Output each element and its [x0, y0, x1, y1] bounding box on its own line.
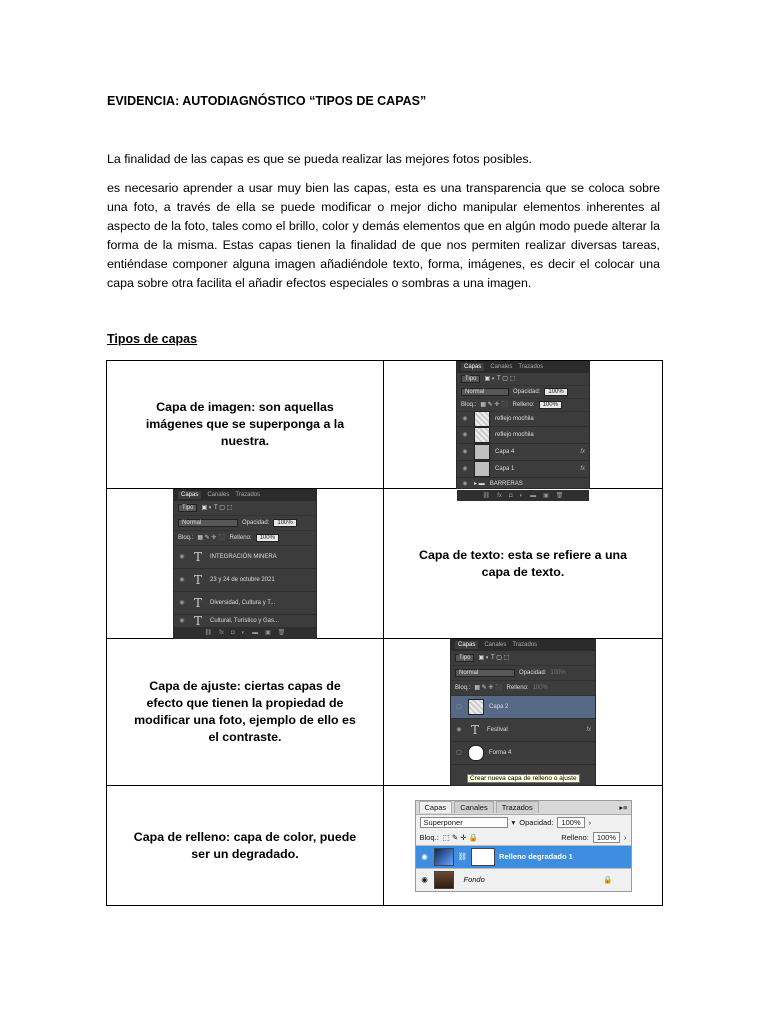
eye-icon[interactable]: ◉ [421, 875, 428, 884]
document-title: EVIDENCIA: AUTODIAGNÓSTICO “TIPOS DE CAPAS” [107, 94, 427, 108]
filter-row [174, 501, 316, 516]
layer-name: Capa 4 [495, 448, 515, 455]
tab-canales[interactable]: Canales [484, 642, 507, 648]
layer-name: Festival [487, 726, 508, 733]
layer-name: reflejo mochila [495, 431, 534, 438]
opacity-field[interactable]: 100% [557, 817, 584, 828]
text-layer-icon: T [470, 722, 479, 737]
adjustment-icon[interactable]: ◐ [519, 492, 524, 499]
adjustment-icon[interactable]: ◐ [241, 629, 246, 636]
row-description: Capa de imagen: son aquellas imágenes que se superponga a la nuestra. [107, 361, 384, 489]
opacity-label: Opacidad: [519, 817, 554, 827]
fill-field[interactable]: 100% [593, 832, 620, 843]
fill-label: Relleno: [229, 534, 252, 541]
filter-row [457, 373, 589, 386]
intro-paragraph: La finalidad de las capas es que se pueda realizar las mejores fotos posibles. [107, 152, 532, 166]
panel-tabs [174, 490, 316, 501]
row-description: Capa de texto: esta se refiere a una capa de texto. [384, 489, 663, 639]
layer-thumbnail [474, 444, 490, 460]
tab-canales[interactable]: Canales [490, 364, 513, 370]
table-row [107, 786, 663, 906]
eye-icon[interactable]: ◉ [462, 432, 468, 438]
trash-icon[interactable]: 🗑 [277, 630, 286, 636]
layer-thumbnail [474, 411, 490, 427]
lock-icons[interactable]: ▦ ✎ ✛ ⬛ [474, 685, 503, 691]
lock-icon: 🔒 [603, 875, 613, 884]
screenshot-cell [384, 639, 663, 786]
eye-icon[interactable]: ▢ [456, 750, 462, 756]
opacity-field[interactable]: 100% [550, 669, 566, 676]
eye-icon[interactable]: ◉ [179, 554, 185, 560]
tab-canales[interactable]: Canales [207, 492, 230, 498]
chevron-down-icon[interactable]: ▾ [511, 817, 516, 827]
tab-capas[interactable]: Capas [461, 363, 484, 371]
panel-tabs [457, 362, 589, 373]
kind-filter[interactable]: Tipo [178, 504, 197, 512]
folder-icon[interactable]: ▬ [530, 492, 537, 499]
layer-name: Cultural, Turístico y Gas... [210, 617, 280, 624]
lock-icons[interactable]: ▦ ✎ ✛ ⬛ [480, 402, 509, 408]
eye-icon[interactable]: ◉ [462, 466, 468, 472]
layer-name: BARRERAS [489, 480, 523, 487]
blend-row [174, 516, 316, 531]
text-layer-icon: T [193, 595, 202, 610]
eye-icon[interactable]: ◉ [179, 577, 185, 583]
panel-tabs [416, 801, 631, 815]
layer-item[interactable] [457, 461, 589, 478]
layers-panel-image [457, 362, 589, 499]
new-layer-icon[interactable]: ▣ [543, 493, 549, 499]
layer-name: Forma 4 [489, 749, 512, 756]
row-description: Capa de relleno: capa de color, puede ser un degradado. [107, 786, 384, 906]
tab-capas[interactable]: Capas [455, 641, 478, 649]
lock-label: Bloq.: [178, 534, 194, 541]
tab-trazados[interactable]: Trazados [512, 642, 538, 648]
layer-item[interactable] [451, 742, 595, 765]
fill-label: Relleno: [561, 832, 589, 842]
layer-item[interactable] [174, 546, 316, 569]
filter-icons: ▣ ◐ T ▢ ⬚ [201, 505, 233, 511]
layer-name: Capa 1 [495, 465, 515, 472]
tab-capas[interactable]: Capas [419, 801, 453, 813]
blend-row [457, 386, 589, 399]
layer-item[interactable] [451, 719, 595, 742]
lock-label: Bloq.: [419, 832, 439, 842]
fx-button-icon[interactable]: fx [497, 492, 502, 499]
link-icon[interactable]: ⛓ [482, 493, 491, 499]
folder-icon[interactable]: ▬ [252, 629, 259, 636]
lock-row [174, 531, 316, 546]
image-thumbnail [434, 871, 454, 889]
link-icon[interactable]: ⛓ [204, 630, 213, 636]
mask-thumbnail [471, 848, 495, 866]
eye-icon[interactable]: ◉ [462, 481, 468, 487]
fx-button-icon[interactable]: fx [219, 629, 224, 636]
eye-icon[interactable]: ◉ [421, 852, 428, 861]
fill-field[interactable]: 100% [539, 401, 562, 409]
fill-label: Relleno: [506, 684, 529, 691]
layer-thumbnail [474, 427, 490, 443]
trash-icon[interactable]: 🗑 [555, 493, 564, 499]
text-layer-icon: T [193, 572, 202, 587]
screenshot-cell [107, 489, 384, 639]
panel-menu-icon[interactable]: ▸≡ [619, 802, 628, 812]
layer-name: Fondo [463, 875, 485, 884]
layer-item[interactable] [174, 592, 316, 615]
kind-filter[interactable]: Tipo [455, 654, 474, 662]
layer-name: Relleno degradado 1 [499, 852, 573, 861]
mask-icon[interactable]: ◘ [508, 492, 513, 499]
blend-mode-select[interactable]: Normal [461, 388, 509, 396]
tab-canales[interactable]: Canales [454, 801, 494, 813]
mask-icon[interactable]: ◘ [230, 629, 235, 636]
screenshot-cell [384, 361, 663, 499]
folder-icon: ▸ ▬ [474, 481, 485, 487]
layer-item[interactable] [451, 696, 595, 719]
filter-icons: ▣ ◐ T ▢ ⬚ [484, 376, 516, 382]
table-row [107, 639, 663, 786]
table-row [107, 489, 663, 639]
text-layer-icon: T [193, 613, 202, 628]
layers-panel-image [415, 800, 632, 892]
fill-field[interactable]: 100% [532, 684, 548, 691]
layer-item[interactable] [416, 845, 631, 868]
tooltip: Crear nueva capa de relleno o ajuste [467, 774, 580, 783]
layer-item[interactable] [457, 444, 589, 461]
kind-filter[interactable]: Tipo [461, 375, 480, 383]
fill-field[interactable]: 100% [256, 534, 279, 542]
opacity-label: Opacidad: [242, 519, 270, 526]
chevron-right-icon[interactable]: › [624, 832, 627, 842]
lock-label: Bloq.: [461, 401, 477, 408]
blend-mode-select[interactable]: Normal [178, 519, 238, 527]
new-layer-icon[interactable]: ▣ [265, 630, 271, 636]
lock-icons[interactable]: ⬚ ✎ ✛ 🔒 [442, 832, 478, 842]
gradient-thumbnail [434, 848, 454, 866]
layers-panel-image [451, 640, 595, 785]
layer-name: reflejo mochila [495, 415, 534, 422]
lock-icons[interactable]: ▦ ✎ ✛ ⬛ [197, 535, 226, 541]
lock-row [451, 681, 595, 696]
layer-item[interactable] [416, 868, 631, 891]
eye-icon[interactable]: ▢ [456, 704, 462, 710]
layer-item[interactable] [174, 615, 316, 628]
layers-panel-image [174, 490, 316, 638]
layer-item[interactable] [174, 569, 316, 592]
filter-icons: ▣ ◐ T ▢ ⬚ [478, 655, 510, 661]
layer-item[interactable] [457, 427, 589, 444]
tab-capas[interactable]: Capas [178, 491, 201, 499]
lock-label: Bloq.: [455, 684, 471, 691]
layer-name: 23 y 24 de octubre 2021 [210, 576, 275, 583]
layer-name: Capa 2 [489, 703, 509, 710]
layer-group[interactable] [457, 478, 589, 491]
link-icon: ⛓ [457, 852, 468, 861]
fill-label: Relleno: [512, 401, 535, 408]
eye-icon[interactable]: ◉ [179, 618, 185, 624]
lock-row [416, 830, 631, 845]
table-row [107, 361, 663, 489]
blend-row [416, 815, 631, 830]
eye-icon[interactable]: ◉ [456, 727, 462, 733]
layer-types-table [106, 360, 663, 906]
tab-trazados[interactable]: Trazados [518, 364, 544, 370]
blend-row [451, 666, 595, 681]
layer-name: INTEGRACIÓN MINERA [210, 553, 277, 560]
body-paragraph: es necesario aprender a usar muy bien las capas, esta es una transparencia que se coloca sobre una foto, a través de ella se puede modificar o mejor dicho manipular elementos inherentes al aspecto de la foto, tales como el brillo, color y demás elementos que en algún modo puede alterar la forma de la misma. Estas capas tienen la finalidad de que nos permiten realizar diversas tareas, entiéndase componer alguna imagen añadiéndole texto, forma, imágenes, es decir el colocar una capa sobre otra facilita el añadir efectos especiales o sombras a una imagen. [107, 181, 660, 290]
fx-icon: fx [580, 465, 585, 472]
panel-tabs [451, 640, 595, 651]
opacity-field[interactable]: 100% [273, 519, 296, 527]
panel-footer [174, 628, 316, 638]
panel-footer [457, 491, 589, 501]
blend-mode-select[interactable]: Superponer [420, 817, 508, 828]
eye-icon[interactable]: ◉ [179, 600, 185, 606]
fx-icon: fx [586, 726, 591, 733]
row-description: Capa de ajuste: ciertas capas de efecto que tienen la propiedad de modificar una foto, ejemplo de ello es el contraste. [107, 639, 384, 786]
opacity-label: Opacidad: [513, 388, 541, 395]
layer-thumbnail [468, 699, 484, 715]
fx-icon: fx [580, 448, 585, 455]
text-layer-icon: T [193, 549, 202, 564]
opacity-field[interactable]: 100% [544, 388, 567, 396]
layer-item[interactable] [457, 412, 589, 427]
tab-trazados[interactable]: Trazados [496, 801, 539, 813]
layer-thumbnail [474, 461, 490, 477]
blend-mode-select[interactable]: Normal [455, 669, 515, 677]
filter-row [451, 651, 595, 666]
section-subtitle: Tipos de capas [107, 332, 198, 346]
shape-thumbnail [468, 745, 484, 761]
opacity-label: Opacidad: [519, 669, 547, 676]
tab-trazados[interactable]: Trazados [235, 492, 261, 498]
layer-name: Diversidad, Cultura y T... [210, 599, 276, 606]
eye-icon[interactable]: ◉ [462, 449, 468, 455]
chevron-right-icon[interactable]: › [588, 817, 592, 827]
screenshot-cell [384, 786, 663, 906]
eye-icon[interactable]: ◉ [462, 416, 468, 422]
